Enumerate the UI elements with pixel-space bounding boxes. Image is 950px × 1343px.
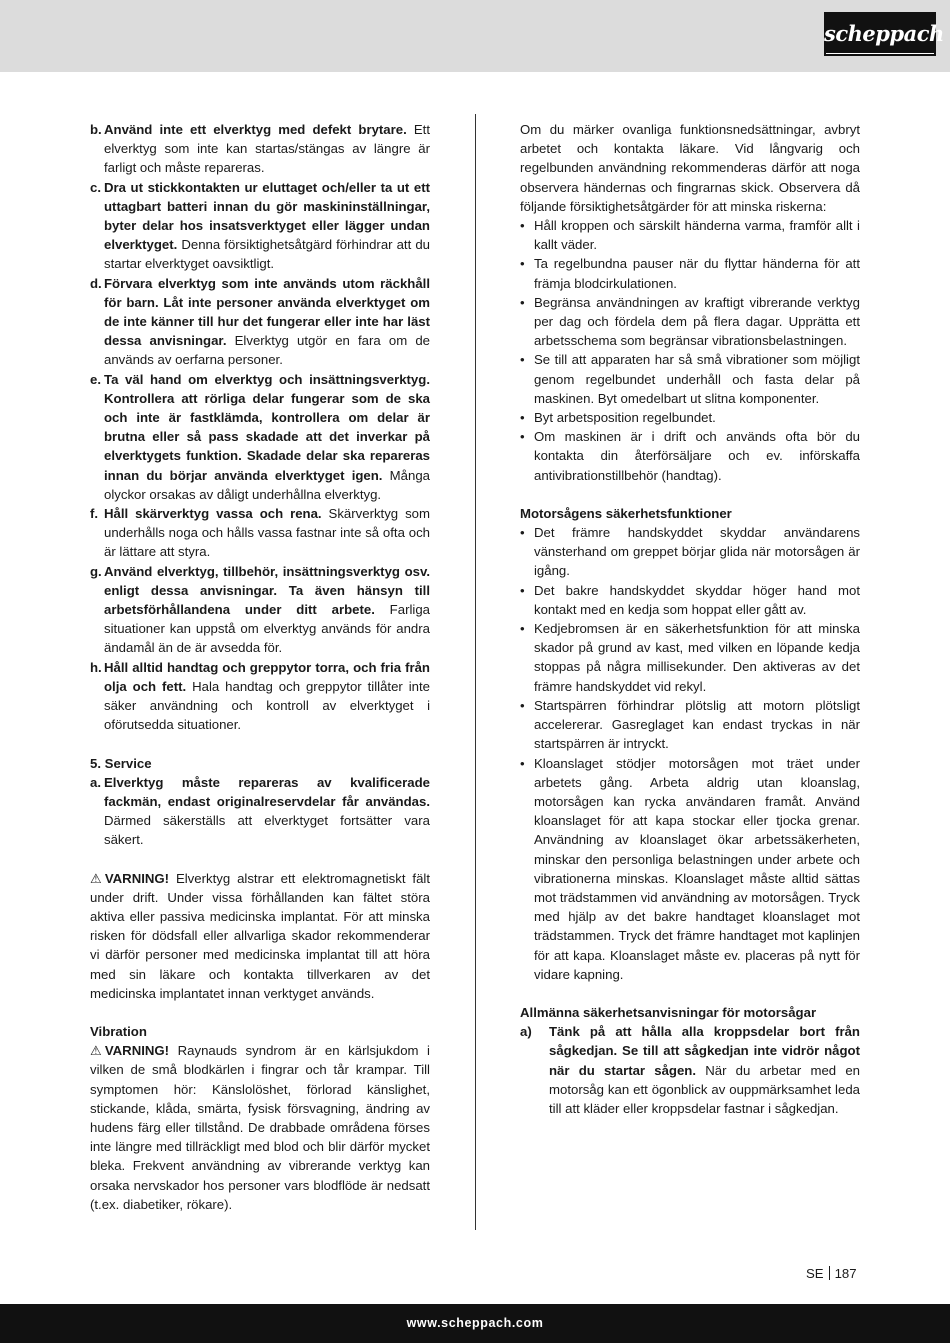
item-label: b. bbox=[90, 122, 102, 137]
list-item: • Se till att apparaten har så små vibrationer som möjligt genom regelbundet underhåll och fasta delar på maskinen. Byt omedelbart ut slitna komponenter. bbox=[520, 350, 860, 408]
list-item-d bbox=[90, 274, 430, 370]
item-label: g. bbox=[90, 563, 102, 579]
service-item-a bbox=[90, 773, 430, 850]
item-bold: Håll alltid handtag och greppytor torra, och fria från olja och fett. bbox=[104, 659, 430, 694]
safety-functions-heading: Motorsågens säkerhetsfunktioner bbox=[520, 505, 732, 521]
page-language: SE bbox=[806, 1266, 824, 1281]
list-item: • Byt arbetsposition regelbundet. bbox=[520, 408, 860, 427]
warning-text: Raynauds syndrom är en kärlsjukdom i vilken de små blodkärlen i fingrar och tår krampar. Till symptomen hör: Känslolöshet, förlorad känslighet, stickande, klåda, smärta, fysisk försvagning, ändring av hudens färg eller tillstånd. De drabbade områdena förses inte längre med tillräckligt med blod och blir därför mycket bleka. Frekvent användning av vibrerande verktyg kan orsaka nervskador hos personer vars blodflöde är nedsatt (t.ex. diabetiker, rökare). bbox=[90, 1043, 430, 1212]
list-item: • Kedjebromsen är en säkerhetsfunktion för att minska skador på grund av kast, med vilken en löpande kedja stoppas på några millisekunder. Den aktiveras av det främre handskyddet vid rekyl. bbox=[520, 619, 860, 696]
item-text: Därmed säkerställs att elverktyget fortsätter vara säkert. bbox=[104, 813, 430, 848]
item-bold: Dra ut stickkontakten ur eluttaget och/eller ta ut ett uttagbart batteri innan du gör maskininställningar, byter delar hos insatsverktyget eller lägger undan elverktyget. bbox=[104, 179, 430, 253]
warning-label: VARNING! bbox=[104, 870, 170, 886]
column-divider bbox=[475, 114, 476, 1230]
list-item-f bbox=[90, 504, 430, 562]
page-number-value: 187 bbox=[834, 1266, 857, 1281]
item-bold: Ta väl hand om elverktyg och insättningsverktyg. Kontrollera att rörliga delar fungerar som de ska och inte är fastklämda, kontrollera om delar är brutna eller så pass skadade att det inverkar på elverktygets funktion. Skadade delar ska repareras innan du börjar använda elverktyget igen. bbox=[104, 371, 430, 483]
list-item: • Ta regelbundna pauser när du flyttar händerna för att främja blodcirkulationen. bbox=[520, 254, 860, 292]
logo-underline bbox=[826, 53, 934, 54]
left-column bbox=[90, 120, 430, 1214]
warning-triangle-icon: ⚠ bbox=[90, 1043, 102, 1059]
service-heading: 5. Service bbox=[90, 755, 152, 771]
item-label: a. bbox=[90, 774, 101, 790]
item-text: Denna försiktighetsåtgärd förhindrar att du startar elverktyget oavsiktligt. bbox=[104, 237, 430, 272]
warning-electromagnetic bbox=[90, 869, 430, 1003]
item-text: Skärverktyg som underhålls noga och hålls vassa fastnar inte så ofta och är lättare att styra. bbox=[104, 506, 430, 560]
list-item: • Startspärren förhindrar plötslig att motorn plötsligt accelererar. Gasreglaget kan endast tryckas in när startspärren är intryckt. bbox=[520, 696, 860, 754]
item-label: c. bbox=[90, 179, 101, 195]
list-item: • Om maskinen är i drift och används ofta bör du kontakta din återförsäljare och ev. införskaffa antivibrationstillbehör (handtag). bbox=[520, 427, 860, 485]
right-column bbox=[520, 120, 860, 1118]
footer-band bbox=[0, 1304, 950, 1343]
vibration-heading: Vibration bbox=[90, 1023, 147, 1039]
footer-website-link[interactable]: www.scheppach.com bbox=[406, 1316, 544, 1330]
vibration-intro: Om du märker ovanliga funktionsnedsättningar, avbryt arbetet och kontakta läkare. Vid långvarig och regelbunden användning rekommenderas därför att noga observera händernas och fingrarnas skick. Observera då följande försiktighetsåtgärder för att minska riskerna: bbox=[520, 122, 860, 214]
list-item: • Håll kroppen och särskilt händerna varma, framför allt i kallt väder. bbox=[520, 216, 860, 254]
item-bold: Elverktyg måste repareras av kvalificerade fackmän, endast originalreservdelar får användas. bbox=[104, 774, 430, 809]
general-safety-item-a bbox=[520, 1022, 860, 1118]
item-text: Farliga situationer kan uppstå om elverktyg används för andra ändamål än de är avsedda för. bbox=[104, 602, 430, 656]
item-bold: Använd elverktyg, tillbehör, insättningsverktyg osv. enligt dessa anvisningar. Ta även hänsyn till arbetsförhållandena under ditt arbete. bbox=[104, 563, 430, 618]
item-label: f. bbox=[90, 506, 99, 522]
header-band bbox=[0, 0, 950, 72]
list-item-h bbox=[90, 658, 430, 735]
list-item-e bbox=[90, 370, 430, 504]
list-item: • Det främre handskyddet skyddar användarens vänsterhand om greppet börjar glida när motorsågen är igång. bbox=[520, 523, 860, 581]
item-label: h. bbox=[90, 659, 102, 675]
item-label: d. bbox=[90, 275, 102, 291]
warning-text: Elverktyg alstrar ett elektromagnetiskt fält under drift. Under vissa förhållanden kan fältet störa aktiva eller passiva medicinska implantat. För att minska risken för dödsfall eller allvarliga skador rekommenderar vi därför personer med medicinska implantat till att höra med sin läkare och kontakta tillverkaren av det medicinska implantatet innan verktyget används. bbox=[90, 870, 430, 1001]
warning-raynaud bbox=[90, 1041, 430, 1214]
safety-functions-list bbox=[520, 523, 860, 984]
item-text: Elverktyg utgör en fara om de används av oerfarna personer. bbox=[104, 333, 431, 368]
list-item-c bbox=[90, 178, 430, 274]
page-number bbox=[806, 1265, 857, 1283]
page-number-separator bbox=[829, 1266, 830, 1280]
warning-triangle-icon: ⚠ bbox=[90, 870, 102, 886]
item-text: När du arbetar med en motorsåg kan ett ögonblick av ouppmärksamhet leda till att kläder eller kroppsdelar fastnar i sågkedjan. bbox=[549, 1062, 860, 1116]
item-label: a) bbox=[520, 1024, 532, 1040]
list-item: • Kloanslaget stödjer motorsågen mot träet under arbetets gång. Arbeta aldrig utan kloanslag, motorsågen kan rycka användaren framåt. Använd kloanslaget för att kapa stockar eller tjocka grenar. Användning av kloanslaget ökar arbetssäkerheten, minskar den personliga belastningen under arbete och vibrationerna minskas. Kloanslaget måste alltid sättas mot trädstammen vid användning av motorsågen. Tryck med hjälp av det bakre handtaget kloanslaget mot trädstammen. Tryck det främre handtaget mot kaplinjen för att kapa. Kloanslaget måste ev. placeras på nytt för vidare kapning. bbox=[520, 754, 860, 984]
item-label: e. bbox=[90, 371, 101, 387]
list-item-g bbox=[90, 562, 430, 658]
item-text: Många olyckor orsakas av dåligt underhållna elverktyg. bbox=[104, 467, 430, 502]
brand-logo-text: scheppach bbox=[824, 21, 944, 46]
list-item: • Det bakre handskyddet skyddar höger hand mot kontakt med en kedja som hoppat eller gått av. bbox=[520, 581, 860, 619]
warning-label: VARNING! bbox=[104, 1043, 170, 1059]
item-text: Hala handtag och greppytor tillåter inte säker användning och kontroll av elverktyget i oförutsedda situationer. bbox=[104, 678, 430, 733]
brand-logo bbox=[824, 12, 944, 56]
vibration-precautions-list bbox=[520, 216, 860, 485]
general-safety-heading: Allmänna säkerhetsanvisningar för motorsågar bbox=[520, 1004, 817, 1020]
item-bold: Använd inte ett elverktyg med defekt brytare. bbox=[104, 122, 407, 137]
item-text: Ett elverktyg som inte kan startas/stängas av längre är farligt och måste repareras. bbox=[104, 122, 430, 176]
list-item-b bbox=[90, 120, 430, 178]
item-bold: Håll skärverktyg vassa och rena. bbox=[104, 506, 322, 522]
list-item: • Begränsa användningen av kraftigt vibrerande verktyg per dag och fördela dem på flera dagar. Upprätta ett arbetsschema som begränsar vibrationsbelastningen. bbox=[520, 293, 860, 351]
item-bold: Förvara elverktyg som inte används utom räckhåll för barn. Låt inte personer använda elverktyget om de inte känner till hur det fungerar eller inte har läst dessa anvisningar. bbox=[104, 275, 430, 349]
item-bold: Tänk på att hålla alla kroppsdelar bort från sågkedjan. Se till att sågkedjan inte vidrör något när du startar sågen. bbox=[549, 1024, 860, 1078]
